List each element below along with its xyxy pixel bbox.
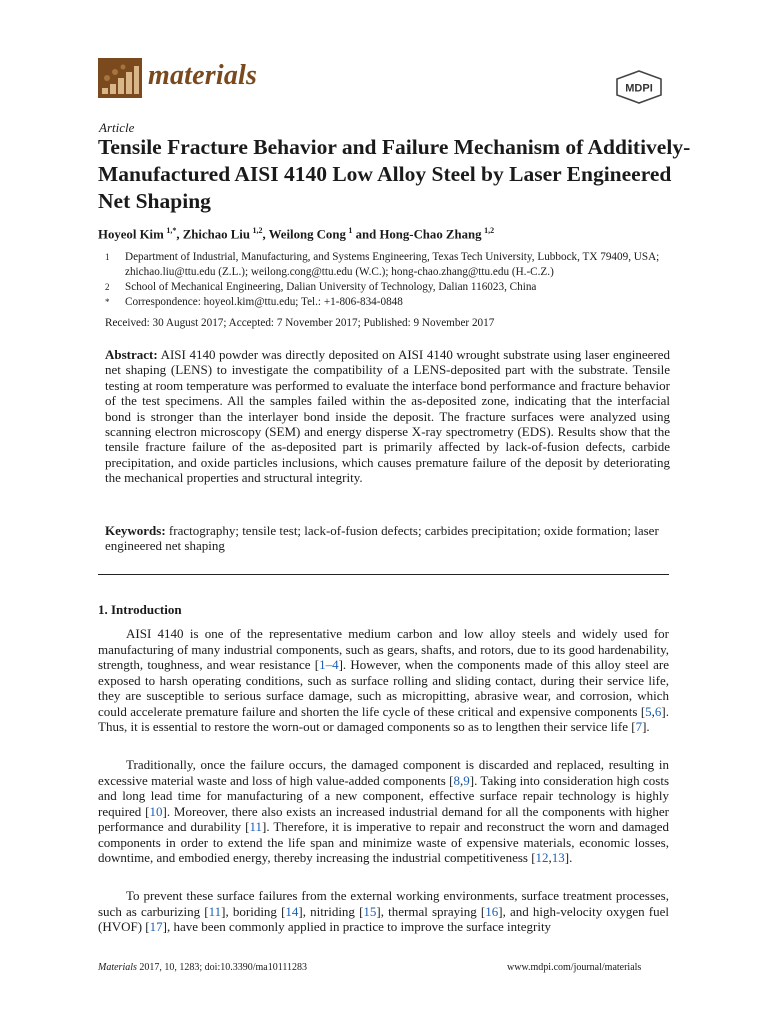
- author-name[interactable]: Hoyeol Kim: [98, 227, 164, 242]
- publisher-name: MDPI: [625, 82, 653, 95]
- paragraph-text: ]. Taking into consideration high costs and long lead time for manufacturing of a new component, effective surface repair technology is highly required [: [98, 772, 670, 819]
- body-paragraph: [98, 626, 669, 735]
- reference-link[interactable]: 5: [645, 703, 652, 719]
- affiliation-marker: 2: [105, 282, 110, 292]
- footer-journal-url[interactable]: www.mdpi.com/journal/materials: [507, 962, 642, 973]
- paragraph-text: ]. Therefore, it is imperative to repair and reconstruct the worn and damaged components in order to extend the life span and minimize waste of expensive materials, economic losses, downtime, and embodied energy, thereby increasing the industrial competitiveness [: [98, 819, 669, 865]
- reference-link[interactable]: 17: [149, 919, 163, 934]
- reference-link[interactable]: 6: [654, 703, 662, 719]
- reference-link[interactable]: 11: [208, 903, 222, 919]
- correspondence-marker: *: [105, 297, 110, 307]
- paragraph-text: ], thermal spraying [: [376, 903, 486, 919]
- author-name[interactable]: Hong-Chao Zhang: [379, 227, 482, 242]
- paragraph-text: ]. However, when the components made of this alloy steel are exposed to harsh operating conditions, such as surface rolling and sliding contact, during their service life, they are susceptible to serious surface damage, such as micropitting, abrasive wear, and corrosion, which could accelerate premature failure and shorten the life cycle of these critical and expensive components [: [98, 657, 669, 719]
- abstract: [105, 347, 670, 486]
- reference-link[interactable]: 7: [635, 719, 643, 734]
- paragraph-text: AISI 4140 is one of the representative medium carbon and low alloy steels and widely used for manufacturing of many industrial components, such as gears, shafts, and rotors, due to its good hardenability, strength, toughness, and wear resistance [: [98, 626, 669, 672]
- author-separator: and: [352, 227, 380, 242]
- paragraph-text: ,: [460, 772, 464, 788]
- keywords: [105, 523, 670, 554]
- reference-link[interactable]: 9: [463, 772, 470, 788]
- abstract-label: Abstract:: [105, 347, 158, 362]
- keywords-text: fractography; tensile test; lack-of-fusion defects; carbides precipitation; oxide formation; laser engineered net shaping: [105, 523, 659, 554]
- reference-link[interactable]: 1–4: [319, 657, 339, 672]
- reference-link[interactable]: 14: [285, 903, 299, 919]
- author-affiliation-marker: 1,*: [166, 226, 177, 235]
- affiliation-text: Department of Industrial, Manufacturing, and Systems Engineering, Texas Tech University, Lubbock, TX 79409, USA; zhichao.liu@ttu.edu (Z.L.); weilong.cong@ttu.edu (W.C.); hong-chao.zhang@ttu.edu (H.-C.Z.): [125, 251, 660, 278]
- author-name[interactable]: Zhichao Liu: [182, 227, 250, 242]
- keywords-label: Keywords:: [105, 523, 166, 538]
- paragraph-text: ]. Thus, it is essential to restore the worn-out or damaged components so as to lengthen their service life [: [98, 703, 669, 734]
- publication-dates: Received: 30 August 2017; Accepted: 7 November 2017; Published: 9 November 2017: [105, 317, 495, 329]
- paragraph-text: ], have been commonly applied in practice to improve the surface integrity: [162, 919, 552, 934]
- paragraph-text: ], and high-velocity oxygen fuel (HVOF) [: [98, 903, 669, 934]
- journal-logo-icon: [98, 58, 142, 98]
- paragraph-text: ].: [642, 719, 650, 734]
- reference-link[interactable]: 15: [363, 903, 377, 919]
- paragraph-text: To prevent these surface failures from the external working environments, surface treatment processes, such as carburizing [: [98, 888, 669, 919]
- reference-link[interactable]: 12: [535, 850, 549, 865]
- reference-link[interactable]: 10: [149, 803, 163, 819]
- body-paragraph: [98, 757, 669, 866]
- section-divider: [98, 574, 669, 575]
- journal-name: materials: [148, 60, 258, 91]
- footer-journal-name: Materials: [98, 962, 137, 973]
- reference-link[interactable]: 11: [249, 819, 262, 834]
- affiliation-text: School of Mechanical Engineering, Dalian University of Technology, Dalian 116023, China: [125, 281, 537, 293]
- abstract-text: AISI 4140 powder was directly deposited on AISI 4140 wrought substrate using laser engineered net shaping (LENS) to investigate the compatibility of a LENS-deposited part with the substrate. Tensile testing at room temperature was performed to evaluate the interface bond performance and fracture behavior of the test specimens. All the samples failed within the as-deposited zone, indicating that the interfacial bond is stronger than the interlayer bond inside the deposit. The fracture surfaces were analyzed using scanning electron microscopy (SEM) and energy disperse X-ray spectrometry (EDS). Results show that the tensile fracture failure of the as-deposited part is primarily affected by lack-of-fusion defects, carbide precipitation, and oxide particles inclusions, which causes premature failure of the deposit by deteriorating the mechanical properties and structural integrity.: [105, 347, 670, 486]
- article-type: Article: [99, 120, 135, 135]
- publisher-logo[interactable]: [615, 70, 663, 104]
- author-affiliation-marker: 1,2: [252, 226, 263, 235]
- reference-link[interactable]: 16: [485, 903, 499, 919]
- reference-link[interactable]: 13: [551, 850, 565, 865]
- correspondence-text: Correspondence: hoyeol.kim@ttu.edu; Tel.: +1-806-834-0848: [125, 296, 403, 308]
- paragraph-text: ,: [651, 703, 655, 719]
- paragraph-text: Traditionally, once the failure occurs, the damaged component is discarded and replaced, resulting in excessive material waste and loss of high value-added components [: [98, 757, 669, 788]
- author-separator: ,: [176, 227, 183, 242]
- body-paragraph: [98, 888, 669, 935]
- author-affiliation-marker: 1,2: [484, 226, 495, 235]
- reference-link[interactable]: 8: [453, 772, 461, 788]
- author-affiliation-marker: 1: [348, 226, 353, 235]
- paragraph-text: ].: [564, 850, 573, 865]
- section-heading: 1. Introduction: [98, 602, 182, 617]
- author-separator: ,: [262, 227, 269, 242]
- paragraph-text: ], boriding [: [221, 903, 286, 919]
- author-name[interactable]: Weilong Cong: [268, 227, 346, 242]
- footer-citation: [98, 962, 307, 973]
- affiliation-marker: 1: [105, 252, 110, 262]
- author-list: [98, 226, 494, 242]
- footer-citation-text: 2017, 10, 1283; doi:10.3390/ma10111283: [136, 962, 307, 973]
- paragraph-text: ], nitriding [: [298, 903, 364, 919]
- paragraph-text: ,: [548, 850, 552, 865]
- paragraph-text: ]. Moreover, there also exists an increased industrial demand for all the components with higher performance and durability [: [98, 803, 670, 834]
- article-title: Tensile Fracture Behavior and Failure Mechanism of Additively-Manufactured AISI 4140 Low Alloy Steel by Laser Engineered Net Shaping: [98, 135, 691, 213]
